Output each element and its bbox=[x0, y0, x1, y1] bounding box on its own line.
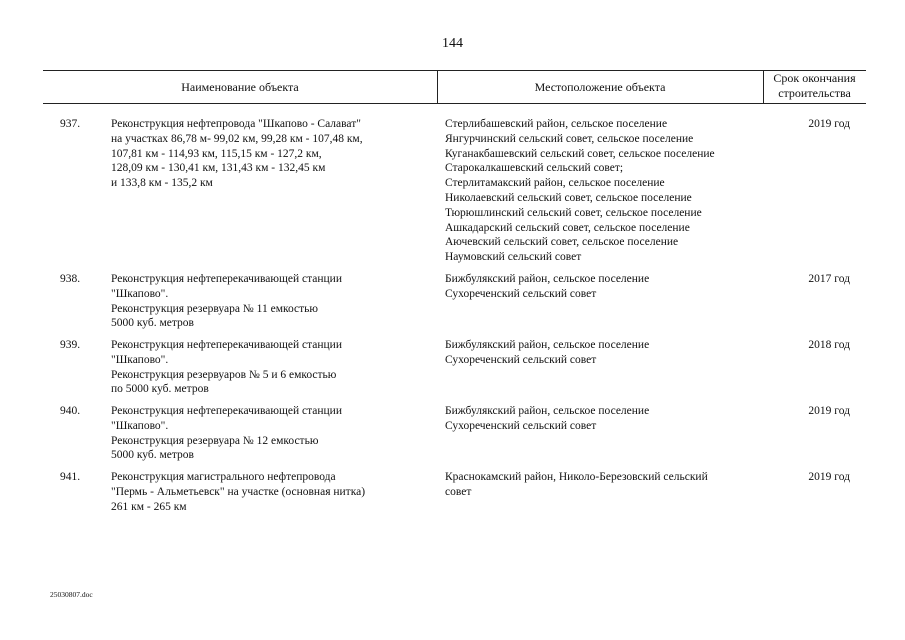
object-location bbox=[445, 338, 765, 368]
row-number: 939. bbox=[60, 339, 81, 351]
location-line: Стерлитамакский район, сельское поселение bbox=[445, 177, 665, 190]
object-name-line: 5000 куб. метров bbox=[111, 449, 194, 462]
location-line: Янгурчинский сельский совет, сельское поселение bbox=[445, 132, 694, 145]
location-line: Ашкадарский сельский совет, сельское поселение bbox=[445, 221, 690, 234]
location-line: Сухореченский сельский совет bbox=[445, 287, 597, 300]
location-line: Николаевский сельский совет, сельское поселение bbox=[445, 191, 692, 204]
header-term bbox=[763, 71, 866, 101]
row-number: 938. bbox=[60, 273, 81, 285]
header-location: Местоположение объекта bbox=[534, 80, 666, 94]
completion-term: 2019 год bbox=[808, 471, 850, 483]
completion-term: 2019 год bbox=[808, 405, 850, 417]
object-name-line: 261 км - 265 км bbox=[111, 500, 187, 513]
location-line: Куганакбашевский сельский совет, сельское поселение bbox=[445, 147, 715, 160]
object-name-line: "Шкапово". bbox=[111, 419, 169, 432]
object-name-line: Реконструкция нефтепровода "Шкапово - Салават" bbox=[111, 118, 361, 130]
object-location bbox=[445, 404, 765, 434]
location-line: Бижбулякский район, сельское поселение bbox=[445, 405, 650, 417]
object-name-line: Реконструкция нефтеперекачивающей станции bbox=[111, 273, 342, 285]
object-name-line: Реконструкция резервуара № 12 емкостью bbox=[111, 434, 319, 447]
row-number: 940. bbox=[60, 405, 81, 417]
header-name: Наименование объекта bbox=[181, 80, 299, 94]
object-name-line: 128,09 км - 130,41 км, 131,43 км - 132,45 км bbox=[111, 162, 326, 175]
object-name-line: "Пермь - Альметьевск" на участке (основная нитка) bbox=[111, 485, 366, 498]
location-line: Сухореченский сельский совет bbox=[445, 353, 597, 366]
object-name-line: Реконструкция резервуаров № 5 и 6 емкостью bbox=[111, 368, 337, 381]
object-name-line: 107,81 км - 114,93 км, 115,15 км - 127,2 км, bbox=[111, 147, 322, 160]
object-name-line: "Шкапово". bbox=[111, 287, 169, 300]
object-name bbox=[111, 404, 416, 463]
location-line: Тюрюшлинский сельский совет, сельское поселение bbox=[445, 206, 702, 219]
object-name bbox=[111, 470, 416, 514]
object-name-line: на участках 86,78 м- 99,02 км, 99,28 км - 107,48 км, bbox=[111, 132, 363, 145]
row-number: 937. bbox=[60, 118, 81, 130]
header-term-line1: Срок окончания bbox=[773, 71, 856, 85]
object-name-line: Реконструкция резервуара № 11 емкостью bbox=[111, 302, 318, 315]
table-header-bottom-rule bbox=[43, 103, 866, 104]
object-name-line: "Шкапово". bbox=[111, 353, 169, 366]
document-filename: 25030807.doc bbox=[50, 590, 93, 599]
completion-term: 2018 год bbox=[808, 339, 850, 351]
table-top-rule bbox=[43, 70, 866, 71]
page-number: 144 bbox=[442, 36, 463, 51]
object-name bbox=[111, 117, 416, 191]
object-name-line: 5000 куб. метров bbox=[111, 317, 194, 330]
object-name-line: Реконструкция нефтеперекачивающей станции bbox=[111, 339, 342, 351]
object-location bbox=[445, 272, 765, 302]
completion-term: 2017 год bbox=[808, 273, 850, 285]
object-name-line: Реконструкция магистрального нефтепровода bbox=[111, 471, 336, 483]
location-line: Старокалкашевский сельский совет; bbox=[445, 162, 624, 175]
location-line: Стерлибашевский район, сельское поселение bbox=[445, 118, 668, 130]
object-name-line: Реконструкция нефтеперекачивающей станции bbox=[111, 405, 342, 417]
object-location bbox=[445, 470, 765, 500]
location-line: Аючевский сельский совет, сельское поселение bbox=[445, 236, 679, 249]
location-line: Бижбулякский район, сельское поселение bbox=[445, 339, 650, 351]
location-line: Бижбулякский район, сельское поселение bbox=[445, 273, 650, 285]
completion-term: 2019 год bbox=[808, 118, 850, 130]
header-term-line2: строительства bbox=[778, 86, 851, 100]
object-name bbox=[111, 272, 416, 331]
object-name-line: по 5000 куб. метров bbox=[111, 383, 209, 396]
object-location bbox=[445, 117, 765, 265]
row-number: 941. bbox=[60, 471, 81, 483]
location-line: Сухореченский сельский совет bbox=[445, 419, 597, 432]
location-line: совет bbox=[445, 485, 472, 498]
location-line: Краснокамский район, Николо-Березовский сельский bbox=[445, 471, 708, 483]
object-name bbox=[111, 338, 416, 397]
object-name-line: и 133,8 км - 135,2 км bbox=[111, 177, 213, 190]
location-line: Наумовский сельский совет bbox=[445, 251, 582, 264]
